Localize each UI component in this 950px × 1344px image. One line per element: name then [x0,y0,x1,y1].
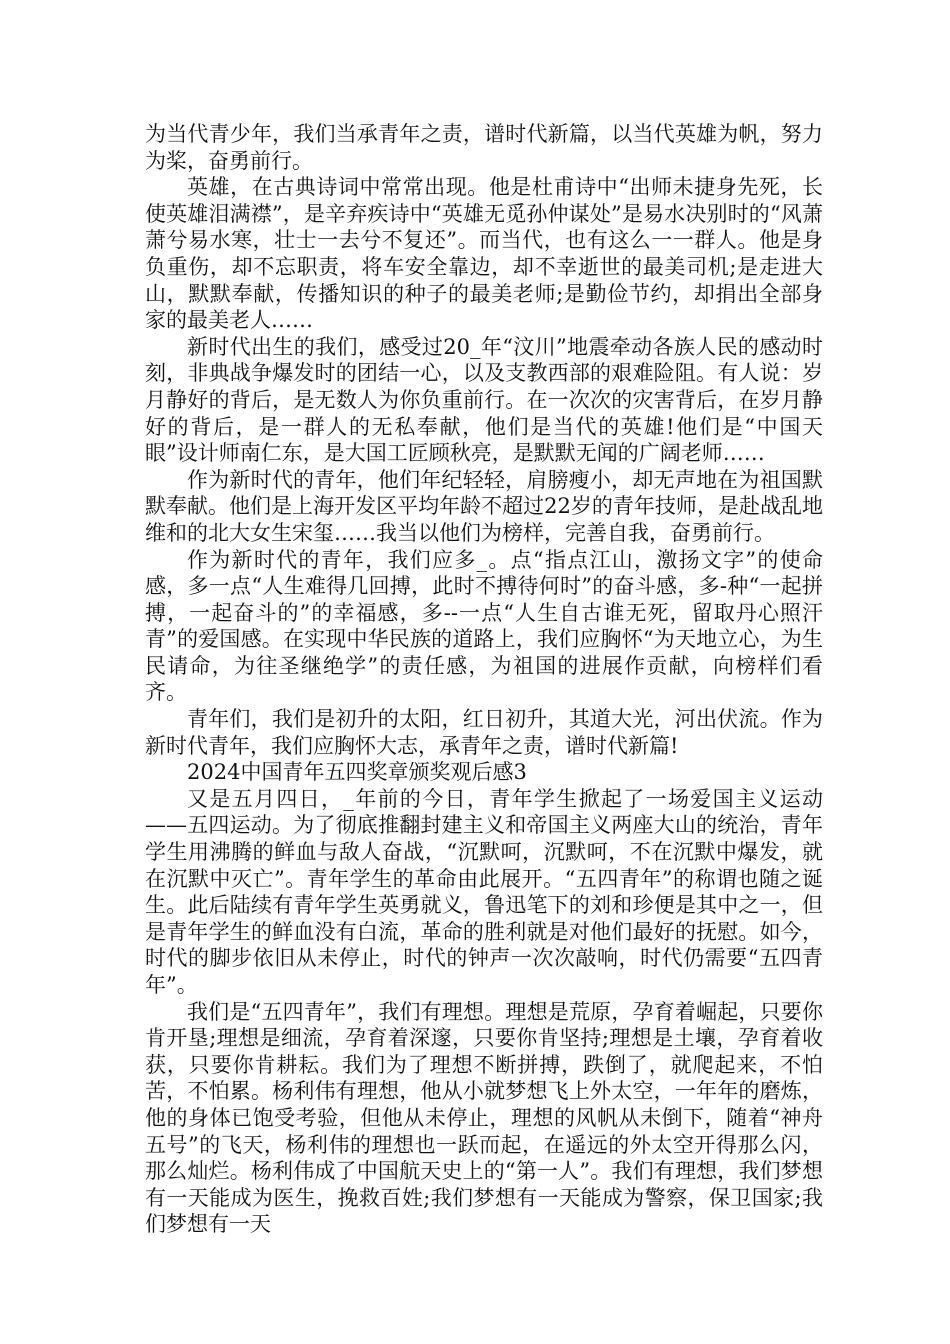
paragraph-young-technicians: 作为新时代的青年，他们年纪轻轻，肩膀瘦小，却无声地在为祖国默默奉献。他们是上海开发区平均年龄不超过22岁的青年技师，是赴战乱地维和的北大女生宋玺……我当以他们为榜样，完善自我，奋勇前行。 [145,467,823,545]
paragraph-heroes-in-poetry: 英雄，在古典诗词中常常出现。他是杜甫诗中“出师未捷身先死，长使英雄泪满襟”，是辛弃疾诗中“英雄无觅孙仲谋处”是易水决别时的“风萧萧兮易水寒，壮士一去兮不复还”。而当代，也有这么一一群人。他是身负重伤，却不忘职责，将车安全靠边，却不幸逝世的最美司机;是走进大山，默默奉献，传播知识的种子的最美老师;是勤俭节约，却捐出全部身家的最美老人…… [145,175,823,333]
paragraph-may-fourth: 又是五月四日，_年前的今日，青年学生掀起了一场爱国主义运动——五四运动。为了彻底推翻封建主义和帝国主义两座大山的统治，青年学生用沸腾的鲜血与敌人奋战，“沉默呵，沉默呵，不在沉默中爆发，就在沉默中灭亡”。青年学生的革命由此展开。“五四青年”的称谓也随之诞生。此后陆续有青年学生英勇就义，鲁迅笔下的刘和珍便是其中之一，但是青年学生的鲜血没有白流，革命的胜利就是对他们最好的抚慰。如今，时代的脚步依旧从未停止，时代的钟声一次次敲响，时代仍需要“五四青年”。 [145,786,823,997]
section-heading: 2024中国青年五四奖章颁奖观后感3 [187,760,527,785]
paragraph-ideals: 我们是“五四青年”，我们有理想。理想是荒原，孕育着崛起，只要你肯开垦;理想是细流，孕育着深邃，只要你肯坚持;理想是土壤，孕育着收获，只要你肯耕耘。我们为了理想不断拼搏，跌倒了，就爬起来，不怕苦，不怕累。杨利伟有理想，他从小就梦想飞上外太空，一年年的磨炼，他的身体已饱受考验，但他从未停止，理想的风帆从未倒下，随着“神舟五号”的飞天，杨利伟的理想也一跃而起，在遥远的外太空开得那么闪，那么灿烂。杨利伟成了中国航天史上的“第一人”。我们有理想，我们梦想有一天能成为医生，挽救百姓;我们梦想有一天能成为警察，保卫国家;我们梦想有一天 [145,999,823,1237]
paragraph-sense-of-mission: 作为新时代的青年，我们应多_。点“指点江山，激扬文字”的使命感，多一点“人生难得几回搏，此时不搏待何时”的奋斗感，多-种“一起拼搏，一起奋斗的”的幸福感，多--一点“人生自古谁无死，留取丹心照汗青”的爱国感。在实现中华民族的道路上，我们应胸怀“为天地立心，为生民请命，为往圣继绝学”的责任感，为祖国的进展作贡献，向榜样们看齐。 [145,547,823,705]
document-body [145,121,823,1238]
paragraph-rising-sun: 青年们，我们是初升的太阳，红日初升，其道大光，河出伏流。作为新时代青年，我们应胸怀大志，承青年之责，谱时代新篇! [145,707,823,758]
paragraph-new-era: 新时代出生的我们，感受过20_年“汶川”地震牵动各族人民的感动时刻，非典战争爆发时的团结一心，以及支教西部的艰难险阻。有人说：岁月静好的背后，是无数人为你负重前行。在一次次的灾害背后，在岁月静好的背后，是一群人的无私奉献，他们是当代的英雄!他们是“中国天眼”设计师南仁东，是大国工匠顾秋亮，是默默无闻的广阔老师…… [145,334,823,466]
paragraph-continuation: 为当代青少年，我们当承青年之责，谱时代新篇，以当代英雄为帆，努力为桨，奋勇前行。 [145,122,823,173]
